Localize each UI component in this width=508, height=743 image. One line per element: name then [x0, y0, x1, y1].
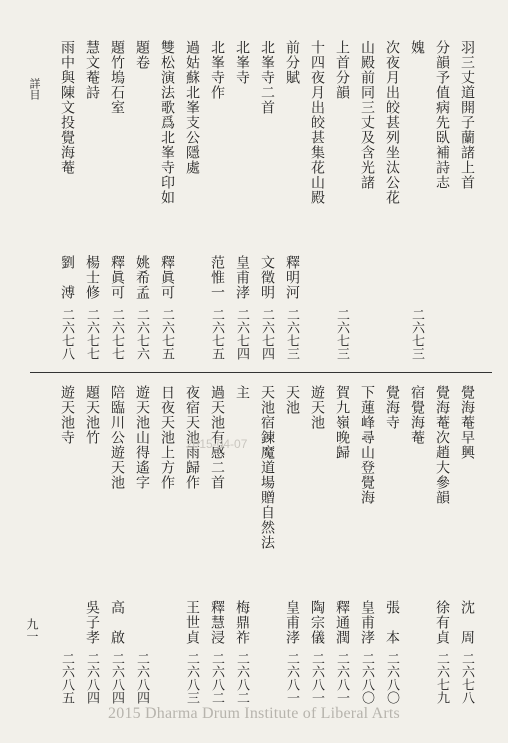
entry-title: 過天池有感二首 — [209, 385, 225, 490]
entry-page-number: 二六八二 — [234, 652, 249, 704]
entry-title: 下蓮峰尋山登覺海 — [359, 385, 375, 505]
entry-page-number: 二六七三 — [409, 308, 424, 360]
entry-title: 分韻予值病先臥補詩志 — [434, 40, 450, 190]
entry-title: 覺海寺 — [384, 385, 400, 430]
header-mark: 詳目 — [28, 78, 41, 100]
entry-page-number: 二六八四 — [84, 652, 99, 704]
entry-title: 天池 — [284, 385, 300, 415]
entry-page-number: 二六七四 — [259, 308, 274, 360]
entry-page-number: 二六七八 — [59, 308, 74, 360]
entry-title: 題卷 — [134, 40, 150, 70]
entry-author: 范惟一 — [209, 255, 225, 300]
entry-author: 王世貞 — [184, 600, 200, 645]
entry-title: 覺海菴次趙大參韻 — [434, 385, 450, 505]
entry-author: 釋慧浸 — [209, 600, 225, 645]
entry-title: 羽三丈道開子蘭諸上首 — [459, 40, 475, 190]
entry-title: 山殿前同三丈及含光諸 — [359, 40, 375, 190]
entry-title: 上首分韻 — [334, 40, 350, 100]
entry-page-number: 二六七三 — [284, 308, 299, 360]
entry-page-number: 二六八〇 — [384, 652, 399, 704]
entry-title: 遊天池山得遙字 — [134, 385, 150, 490]
entry-title: 過姑蘇北峯支公隱處 — [184, 40, 200, 175]
entry-title: 天池宿鍊魔道場贈自然法 — [259, 385, 275, 550]
entry-author: 張 本 — [384, 600, 400, 645]
entry-title: 夜宿天池雨歸作 — [184, 385, 200, 490]
entry-title: 北峯寺二首 — [259, 40, 275, 115]
entry-page-number: 二六七七 — [109, 308, 124, 360]
entry-title: 媿 — [409, 40, 425, 55]
entry-page-number: 二六八四 — [134, 652, 149, 704]
entry-page-number: 二六七五 — [159, 308, 174, 360]
entry-title: 前分賦 — [284, 40, 300, 85]
entry-page-number: 二六七四 — [234, 308, 249, 360]
entry-page-number: 二六八〇 — [359, 652, 374, 704]
entry-page-number: 二六八一 — [309, 652, 324, 704]
entry-title: 覺海菴早興 — [459, 385, 475, 460]
entry-author: 陶宗儀 — [309, 600, 325, 645]
entry-author: 高 啟 — [109, 600, 125, 645]
entry-title: 遊天池寺 — [59, 385, 75, 445]
entry-title: 次夜月出皎甚列坐汰公花 — [384, 40, 400, 205]
entry-author: 釋眞可 — [159, 255, 175, 300]
entry-page-number: 二六八五 — [59, 652, 74, 704]
entry-author: 吳子孝 — [84, 600, 100, 645]
entry-author: 釋通潤 — [334, 600, 350, 645]
entry-title: 宿覺海菴 — [409, 385, 425, 445]
section-divider — [30, 372, 492, 373]
entry-title: 雙松演法歌爲北峯寺印如 — [159, 40, 175, 205]
entry-title: 慧文菴詩 — [84, 40, 100, 100]
entry-author: 釋明河 — [284, 255, 300, 300]
entry-page-number: 二六七三 — [334, 308, 349, 360]
entry-author: 文徵明 — [259, 255, 275, 300]
entry-author: 沈 周 — [459, 600, 475, 645]
entry-page-number: 二六八二 — [209, 652, 224, 704]
entry-author: 楊士修 — [84, 255, 100, 300]
entry-page-number: 二六八一 — [334, 652, 349, 704]
entry-title: 陪臨川公遊天池 — [109, 385, 125, 490]
entry-author: 釋眞可 — [109, 255, 125, 300]
entry-title: 十四夜月出皎甚集花山殿 — [309, 40, 325, 205]
entry-title: 日夜天池上方作 — [159, 385, 175, 490]
entry-author: 梅鼎祚 — [234, 600, 250, 645]
entry-title: 北峯寺 — [234, 40, 250, 85]
date-watermark: 2015-04-07 — [186, 437, 248, 451]
entry-author: 皇甫涍 — [234, 255, 250, 300]
entry-author: 皇甫涍 — [284, 600, 300, 645]
entry-author: 皇甫涍 — [359, 600, 375, 645]
entry-page-number: 二六七八 — [459, 652, 474, 704]
entry-title: 題天池竹 — [84, 385, 100, 445]
entry-author: 徐有貞 — [434, 600, 450, 645]
entry-page-number: 二六七五 — [209, 308, 224, 360]
entry-title: 賀九嶺晚歸 — [334, 385, 350, 460]
entry-title: 主 — [234, 385, 250, 400]
page-number: 九一 — [25, 618, 39, 642]
entry-page-number: 二六八一 — [284, 652, 299, 704]
entry-author: 劉 溥 — [59, 255, 75, 300]
entry-title: 北峯寺作 — [209, 40, 225, 100]
entry-page-number: 二六七六 — [134, 308, 149, 360]
entry-title: 雨中與陳文投覺海菴 — [59, 40, 75, 175]
entry-title: 題竹塢石室 — [109, 40, 125, 115]
footer-credit: 2015 Dharma Drum Institute of Liberal Arts — [108, 705, 400, 722]
entry-page-number: 二六七七 — [84, 308, 99, 360]
entry-title: 遊天池 — [309, 385, 325, 430]
entry-page-number: 二六八四 — [109, 652, 124, 704]
entry-author: 姚希孟 — [134, 255, 150, 300]
entry-page-number: 二六七九 — [434, 652, 449, 704]
entry-page-number: 二六八三 — [184, 652, 199, 704]
